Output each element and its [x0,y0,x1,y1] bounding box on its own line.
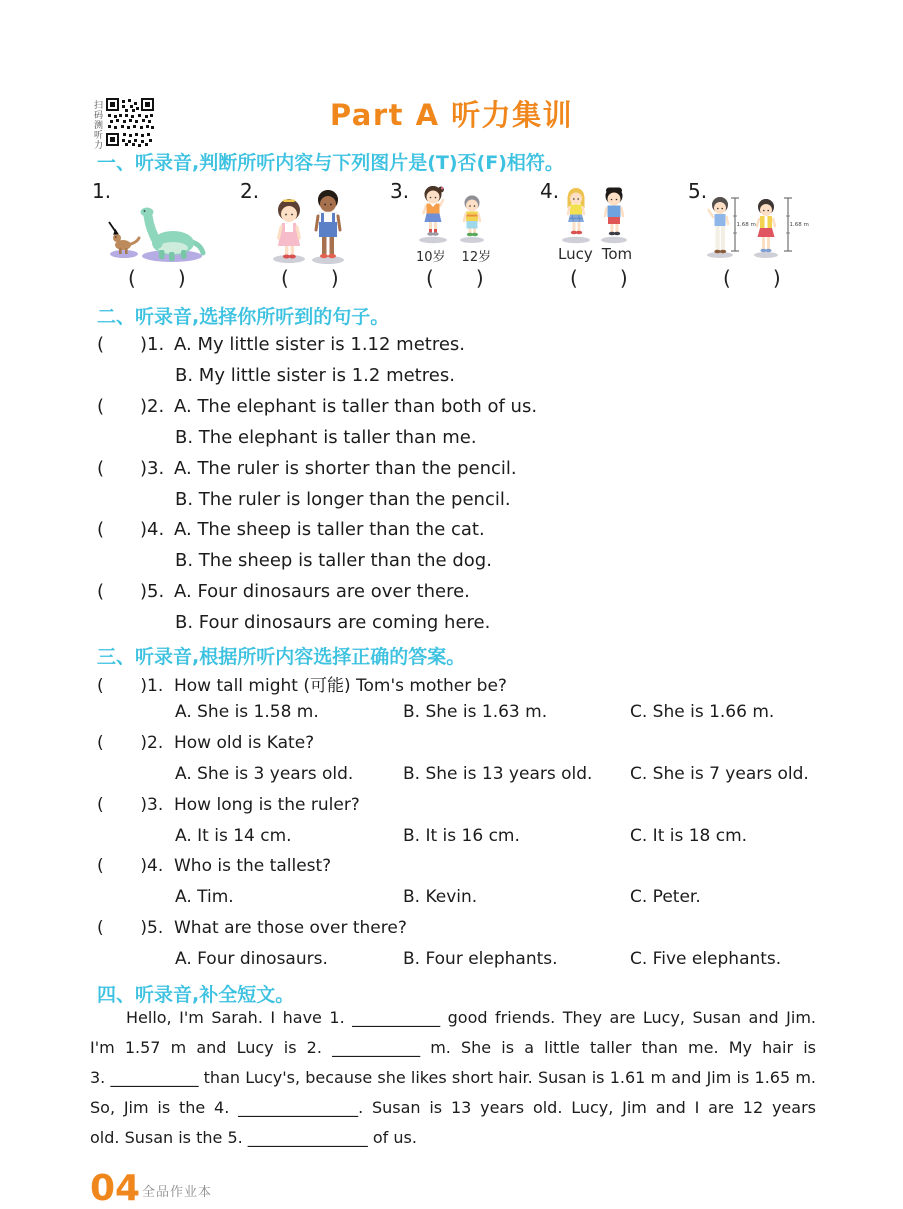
s3-q5-question: ( ) 5. What are those over there? [97,918,407,938]
option-b: B. The elephant is taller than me. [175,427,477,448]
answer-slot[interactable]: ( ) [97,519,147,540]
option-b: B. The sheep is taller than the dog. [175,550,492,571]
s2-q2-line-a: ( ) 2. A. The elephant is taller than both of us. [97,396,538,417]
passage-line-2[interactable]: I'm 1.57 m and Lucy is 2. ___________ m. She is a little taller than me. My hair is [90,1038,816,1057]
option-b: B. My little sister is 1.2 metres. [175,365,455,386]
option-a: A. The elephant is taller than both of us. [174,396,538,417]
answer-blank-picture-1[interactable]: ( ) [128,266,186,290]
option-a: A. The ruler is shorter than the pencil. [174,458,517,479]
s3-q4-options [97,887,857,911]
s2-q4-line-b [97,550,492,571]
answer-blank-picture-3[interactable]: ( ) [426,266,484,290]
picture-1-number: 1. [92,179,112,203]
answer-slot[interactable]: ( ) [97,733,147,753]
section3-heading: 三、听录音,根据所听内容选择正确的答案。 [97,646,466,668]
passage-line-3[interactable]: 3. ___________ than Lucy's, because she likes short hair. Susan is 1.61 m and Jim is 1.65 m. [90,1068,816,1087]
footer-brand-label: 全品作业本 [142,1185,213,1200]
section2-heading: 二、听录音,选择你所听到的句子。 [97,306,390,328]
option-c: C. She is 1.66 m. [630,702,775,722]
option-c: C. She is 7 years old. [630,764,809,784]
option-b: B. Kevin. [403,887,478,907]
passage-line-4[interactable]: So, Jim is the 4. _______________. Susan is 13 years old. Lucy, Jim and I are 12 years [90,1098,816,1117]
page-title: Part A 听力集训 [329,98,574,132]
question-text: How long is the ruler? [174,795,360,815]
option-b: B. She is 13 years old. [403,764,593,784]
s2-q1-line-b [97,365,455,386]
picture-lucy-and-tom [556,186,640,244]
picture-two-girls-same-height [702,192,810,260]
picture-children-with-ages [410,184,498,244]
s3-q3-question: ( ) 3. How long is the ruler? [97,795,360,815]
age-label-girl: 10岁 [416,250,446,265]
question-text: Who is the tallest? [174,856,332,876]
passage-line-1[interactable]: Hello, I'm Sarah. I have 1. ___________ good friends. They are Lucy, Susan and Jim. [126,1008,816,1027]
picture-girl-and-boy [266,186,354,264]
name-label-tom: Tom [601,245,633,263]
option-b: B. The ruler is longer than the pencil. [175,489,511,510]
name-label-lucy: Lucy [558,245,593,263]
answer-blank-picture-5[interactable]: ( ) [723,266,781,290]
option-a: A. She is 1.58 m. [175,702,319,722]
s3-q1-question: ( ) 1. How tall might (可能) Tom's mother be? [97,676,507,696]
answer-slot[interactable]: ( ) [97,676,147,696]
option-a: A. The sheep is taller than the cat. [174,519,485,540]
question-text: What are those over there? [174,918,407,938]
option-c: C. Five elephants. [630,949,782,969]
s2-q5-line-a: ( ) 5. A. Four dinosaurs are over there. [97,581,470,602]
answer-slot[interactable]: ( ) [97,458,147,479]
option-b: B. Four dinosaurs are coming here. [175,612,491,633]
option-b: B. It is 16 cm. [403,826,520,846]
height-label-1: 1.68 m [736,222,756,228]
s3-q3-options [97,826,857,850]
s2-q1-line-a: ( ) 1. A. My little sister is 1.12 metres. [97,334,466,355]
option-a: A. Four dinosaurs are over there. [174,581,470,602]
section1-heading: 一、听录音,判断所听内容与下列图片是(T)否(F)相符。 [97,152,564,174]
picture-4-number: 4. [540,179,560,203]
s3-q4-question: ( ) 4. Who is the tallest? [97,856,332,876]
s2-q3-line-a: ( ) 3. A. The ruler is shorter than the pencil. [97,458,517,479]
answer-slot[interactable]: ( ) [97,581,147,602]
picture-3-age-labels [416,246,491,265]
answer-slot[interactable]: ( ) [97,918,147,938]
answer-blank-picture-4[interactable]: ( ) [570,266,628,290]
picture-2-number: 2. [240,179,260,203]
page-number: 04 [90,1168,141,1209]
arrow-icon [109,222,119,235]
passage-line-5[interactable]: old. Susan is the 5. _______________ of us. [90,1128,417,1147]
option-c: C. Peter. [630,887,701,907]
option-c: C. It is 18 cm. [630,826,748,846]
option-b: B. She is 1.63 m. [403,702,548,722]
s3-q1-options [97,702,857,726]
height-label-2: 1.68 m [789,222,809,228]
question-text: How old is Kate? [174,733,315,753]
option-a: A. Four dinosaurs. [175,949,328,969]
answer-slot[interactable]: ( ) [97,334,147,355]
option-b: B. Four elephants. [403,949,558,969]
s2-q4-line-a: ( ) 4. A. The sheep is taller than the cat. [97,519,485,540]
answer-slot[interactable]: ( ) [97,396,147,417]
s2-q5-line-b [97,612,490,633]
option-a: A. My little sister is 1.12 metres. [174,334,466,355]
option-a: A. It is 14 cm. [175,826,292,846]
section4-heading: 四、听录音,补全短文。 [97,984,295,1006]
age-label-boy: 12岁 [461,250,492,265]
picture-dinosaurs [106,198,206,264]
answer-slot[interactable]: ( ) [97,795,147,815]
s2-q2-line-b [97,427,477,448]
question-text: How tall might (可能) Tom's mother be? [174,676,507,696]
picture-5-number: 5. [688,179,708,203]
answer-blank-picture-2[interactable]: ( ) [281,266,339,290]
option-a: A. Tim. [175,887,234,907]
picture-3-number: 3. [390,179,410,203]
s3-q2-options [97,764,857,788]
picture-4-name-labels [558,245,632,263]
s3-q2-question: ( ) 2. How old is Kate? [97,733,315,753]
qr-caption: 扫码测听力 [92,100,102,150]
option-a: A. She is 3 years old. [175,764,354,784]
s3-q5-options [97,949,857,973]
s2-q3-line-b [97,489,511,510]
answer-slot[interactable]: ( ) [97,856,147,876]
